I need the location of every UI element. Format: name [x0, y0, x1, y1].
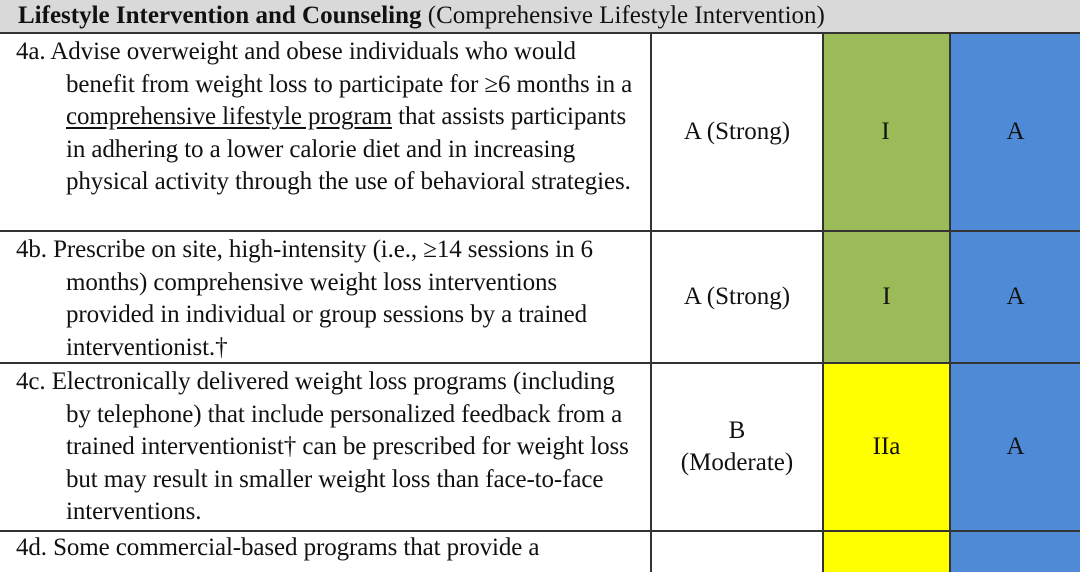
grade-cell	[650, 34, 822, 230]
class-of-recommendation-cell	[822, 532, 949, 572]
grade-cell	[650, 232, 822, 362]
underlined-term: comprehensive lifestyle program	[66, 103, 392, 131]
section-title: Lifestyle Intervention and Counseling	[18, 2, 422, 29]
grade-letter: B	[728, 417, 746, 444]
grade-strength: (Moderate)	[680, 449, 794, 476]
table-row	[0, 34, 1080, 232]
grade-value: A (Strong)	[683, 118, 791, 145]
loe-value: A	[1006, 283, 1025, 310]
recommendation-cell	[0, 232, 650, 362]
recommendation-cell	[0, 34, 650, 230]
cor-value: IIa	[872, 433, 901, 460]
recommendation-text: 4b. Prescribe on site, high-intensity (i.e., ≥14 sessions in 6 months) comprehensive weight loss interventions provided in individual or group sessions by a trained interventionist.†	[16, 236, 593, 361]
table-row	[0, 364, 1080, 532]
cor-value: I	[882, 283, 891, 310]
recommendation-text: 4a. Advise overweight and obese individuals who would benefit from weight loss to participate for ≥6 months in a comprehensive lifestyle program that assists participants in adhering to a lower calorie diet and in increasing physical activity through the use of behavioral strategies.	[16, 38, 633, 196]
class-of-recommendation-cell	[822, 364, 949, 530]
recommendation-cell	[0, 364, 650, 530]
table-section-header	[0, 0, 1080, 34]
class-of-recommendation-cell	[822, 232, 949, 362]
loe-value: A	[1006, 118, 1025, 145]
cor-value: I	[881, 118, 890, 145]
class-of-recommendation-cell	[822, 34, 949, 230]
grade-value: A (Strong)	[683, 283, 791, 310]
recommendation-text: 4c. Electronically delivered weight loss programs (including by telephone) that include personalized feedback from a trained interventionist† can be prescribed for weight loss but may result in smaller weight loss than face-to-face interventions.	[16, 368, 629, 526]
grade-cell	[650, 364, 822, 530]
level-of-evidence-cell	[949, 232, 1080, 362]
section-subtitle: (Comprehensive Lifestyle Intervention)	[421, 2, 825, 29]
level-of-evidence-cell	[949, 34, 1080, 230]
level-of-evidence-cell	[949, 364, 1080, 530]
grade-value	[652, 415, 822, 479]
grade-cell	[650, 532, 822, 572]
recommendation-text: 4d. Some commercial-based programs that provide a	[16, 534, 540, 561]
level-of-evidence-cell	[949, 532, 1080, 572]
loe-value: A	[1006, 433, 1025, 460]
recommendation-cell	[0, 532, 650, 572]
table-row	[0, 532, 1080, 572]
table-row	[0, 232, 1080, 364]
